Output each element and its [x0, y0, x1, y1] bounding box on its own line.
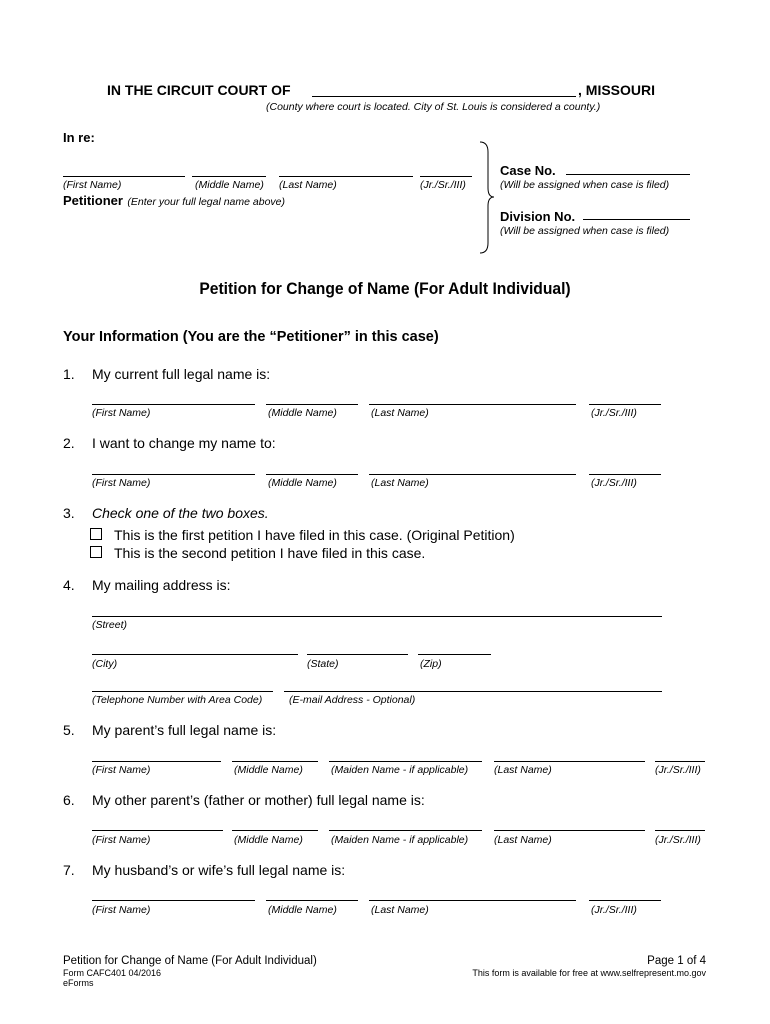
q2-last-name-label: (Last Name) — [371, 477, 429, 489]
q7-text: My husband’s or wife’s full legal name is: — [92, 862, 346, 878]
caption-middle-name-label: (Middle Name) — [195, 179, 264, 191]
q5-middle-name-label: (Middle Name) — [234, 764, 303, 776]
petitioner-row — [63, 192, 285, 210]
q5-text: My parent’s full legal name is: — [92, 722, 277, 738]
q1-first-name-line[interactable] — [92, 404, 255, 405]
division-number-label: Division No. — [500, 209, 576, 224]
q7-suffix-line[interactable] — [589, 900, 661, 901]
division-number-note: (Will be assigned when case is filed) — [500, 225, 670, 237]
case-number-label: Case No. — [500, 163, 556, 178]
original-petition-checkbox[interactable] — [90, 528, 102, 540]
petitioner-middle-name-line[interactable] — [192, 176, 266, 177]
q1-number: 1. — [63, 366, 75, 382]
q1-text: My current full legal name is: — [92, 366, 271, 382]
second-petition-checkbox[interactable] — [90, 546, 102, 558]
street-label: (Street) — [92, 619, 128, 631]
q5-suffix-line[interactable] — [655, 761, 705, 762]
q7-number: 7. — [63, 862, 75, 878]
q6-maiden-name-line[interactable] — [329, 830, 482, 831]
caption-brace — [476, 140, 498, 255]
q2-first-name-label: (First Name) — [92, 477, 151, 489]
q5-maiden-name-line[interactable] — [329, 761, 482, 762]
q6-suffix-line[interactable] — [655, 830, 705, 831]
phone-label: (Telephone Number with Area Code) — [92, 694, 263, 706]
petitioner-first-name-line[interactable] — [63, 176, 185, 177]
petitioner-note: (Enter your full legal name above) — [127, 196, 286, 208]
q1-last-name-label: (Last Name) — [371, 407, 429, 419]
city-line[interactable] — [92, 654, 298, 655]
q4-text: My mailing address is: — [92, 577, 231, 593]
q6-text: My other parent’s (father or mother) full legal name is: — [92, 792, 425, 808]
q2-middle-name-line[interactable] — [266, 474, 358, 475]
q1-suffix-line[interactable] — [589, 404, 661, 405]
q5-first-name-label: (First Name) — [92, 764, 151, 776]
q2-suffix-label: (Jr./Sr./III) — [591, 477, 637, 489]
q6-middle-name-label: (Middle Name) — [234, 834, 303, 846]
footer-eforms: eForms — [63, 978, 94, 988]
footer-page-number: Page 1 of 4 — [647, 955, 706, 967]
original-petition-label: This is the first petition I have filed in this case. (Original Petition) — [114, 527, 515, 543]
case-number-line[interactable] — [566, 174, 690, 175]
q3-number: 3. — [63, 505, 75, 521]
state-line[interactable] — [307, 654, 408, 655]
caption-first-name-label: (First Name) — [63, 179, 122, 191]
q2-first-name-line[interactable] — [92, 474, 255, 475]
q7-first-name-label: (First Name) — [92, 904, 151, 916]
q5-number: 5. — [63, 722, 75, 738]
second-petition-label: This is the second petition I have filed in this case. — [114, 545, 426, 561]
q6-middle-name-line[interactable] — [232, 830, 318, 831]
q1-first-name-label: (First Name) — [92, 407, 151, 419]
q7-middle-name-label: (Middle Name) — [268, 904, 337, 916]
zip-label: (Zip) — [420, 658, 442, 670]
q1-suffix-label: (Jr./Sr./III) — [591, 407, 637, 419]
section-heading: Your Information (You are the “Petitioner” in this case) — [63, 329, 439, 345]
q2-text: I want to change my name to: — [92, 435, 276, 451]
court-heading-right: , MISSOURI — [578, 82, 656, 98]
petitioner-label: Petitioner — [63, 193, 123, 208]
footer-form-title: Petition for Change of Name (For Adult Individual) — [63, 955, 317, 967]
city-label: (City) — [92, 658, 118, 670]
q6-maiden-name-label: (Maiden Name - if applicable) — [331, 834, 469, 846]
q6-suffix-label: (Jr./Sr./III) — [655, 834, 701, 846]
q2-middle-name-label: (Middle Name) — [268, 477, 337, 489]
q5-suffix-label: (Jr./Sr./III) — [655, 764, 701, 776]
q5-middle-name-line[interactable] — [232, 761, 318, 762]
q3-text: Check one of the two boxes. — [92, 505, 269, 521]
q6-last-name-line[interactable] — [494, 830, 645, 831]
caption-suffix-label: (Jr./Sr./III) — [420, 179, 466, 191]
q7-suffix-label: (Jr./Sr./III) — [591, 904, 637, 916]
email-line[interactable] — [284, 691, 662, 692]
q5-last-name-label: (Last Name) — [494, 764, 552, 776]
petitioner-suffix-line[interactable] — [420, 176, 472, 177]
court-heading-left: IN THE CIRCUIT COURT OF — [107, 82, 291, 98]
footer-availability: This form is available for free at www.selfrepresent.mo.gov — [472, 968, 706, 978]
q6-number: 6. — [63, 792, 75, 808]
q5-first-name-line[interactable] — [92, 761, 221, 762]
court-note: (County where court is located. City of St. Louis is considered a county.) — [266, 101, 601, 113]
q2-number: 2. — [63, 435, 75, 451]
caption-last-name-label: (Last Name) — [279, 179, 337, 191]
q1-last-name-line[interactable] — [369, 404, 576, 405]
q5-last-name-line[interactable] — [494, 761, 645, 762]
q2-suffix-line[interactable] — [589, 474, 661, 475]
zip-line[interactable] — [418, 654, 491, 655]
phone-line[interactable] — [92, 691, 273, 692]
q6-first-name-label: (First Name) — [92, 834, 151, 846]
q6-first-name-line[interactable] — [92, 830, 223, 831]
q2-last-name-line[interactable] — [369, 474, 576, 475]
petitioner-last-name-line[interactable] — [279, 176, 413, 177]
case-number-note: (Will be assigned when case is filed) — [500, 179, 670, 191]
county-field-line[interactable] — [312, 96, 576, 97]
street-line[interactable] — [92, 616, 662, 617]
q4-number: 4. — [63, 577, 75, 593]
footer-form-number: Form CAFC401 04/2016 — [63, 968, 162, 978]
q7-last-name-line[interactable] — [369, 900, 576, 901]
email-label: (E-mail Address - Optional) — [289, 694, 416, 706]
q1-middle-name-line[interactable] — [266, 404, 358, 405]
q7-last-name-label: (Last Name) — [371, 904, 429, 916]
state-label: (State) — [307, 658, 339, 670]
document-title: Petition for Change of Name (For Adult Individual) — [199, 279, 571, 298]
q7-middle-name-line[interactable] — [266, 900, 358, 901]
q7-first-name-line[interactable] — [92, 900, 255, 901]
q5-maiden-name-label: (Maiden Name - if applicable) — [331, 764, 469, 776]
q6-last-name-label: (Last Name) — [494, 834, 552, 846]
q1-middle-name-label: (Middle Name) — [268, 407, 337, 419]
in-re-label: In re: — [63, 130, 95, 145]
division-number-line[interactable] — [583, 219, 690, 220]
